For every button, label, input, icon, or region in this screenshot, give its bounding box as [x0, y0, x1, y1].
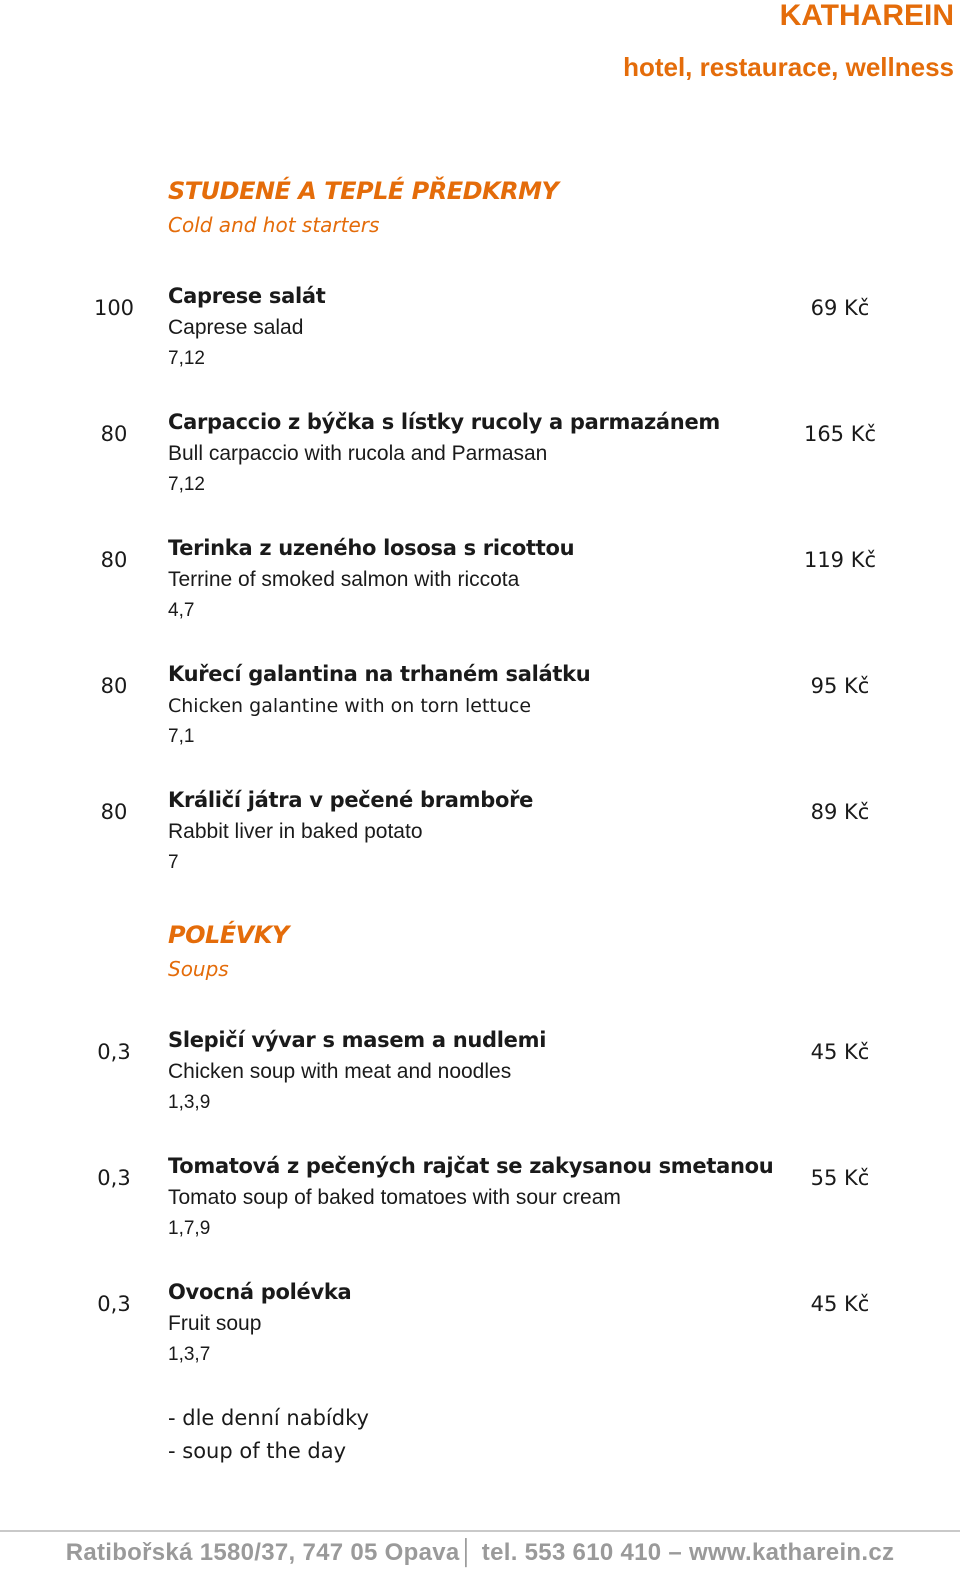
item-allergens: 7,12	[168, 348, 205, 369]
item-allergens: 1,3,9	[168, 1092, 211, 1113]
menu-item	[0, 1028, 960, 1138]
item-name-cz: Slepičí vývar s masem a nudlemi	[168, 1028, 547, 1052]
item-description	[168, 1278, 351, 1368]
brand-name: KATHAREIN	[779, 0, 954, 32]
item-price: 89 Kč	[810, 800, 870, 824]
item-price: 45 Kč	[810, 1292, 870, 1316]
section-heading	[168, 176, 558, 238]
item-price: 55 Kč	[810, 1166, 870, 1190]
item-allergens: 7	[168, 852, 179, 873]
item-description	[168, 408, 720, 498]
item-quantity: 0,3	[97, 1292, 131, 1316]
menu-item	[0, 1154, 960, 1264]
item-name-en: Caprese salad	[168, 316, 304, 339]
section-heading	[168, 920, 289, 982]
item-name-cz: Carpaccio z býčka s lístky rucoly a parmazánem	[168, 410, 720, 434]
item-name-cz: Ovocná polévka	[168, 1280, 352, 1304]
item-name-en: Chicken galantine with on torn lettuce	[168, 695, 532, 717]
section-subtitle: Soups	[168, 957, 229, 981]
item-allergens: 4,7	[168, 600, 195, 621]
brand-header	[623, 0, 954, 82]
brand-tagline: hotel, restaurace, wellness	[623, 52, 954, 82]
item-quantity: 80	[100, 674, 128, 698]
item-allergens: 1,3,7	[168, 1344, 211, 1365]
item-name-en: Terrine of smoked salmon with riccota	[168, 568, 520, 591]
item-description	[168, 660, 590, 750]
item-name-cz: Tomatová z pečených rajčat se zakysanou smetanou	[168, 1154, 774, 1178]
item-name-en: Chicken soup with meat and noodles	[168, 1060, 512, 1083]
footer-contact: Ratibořská 1580/37, 747 05 Opava│ tel. 553 610 410 – www.katharein.cz	[65, 1539, 895, 1566]
item-name-cz: Caprese salát	[168, 284, 326, 308]
section-subtitle: Cold and hot starters	[168, 213, 380, 237]
item-description	[168, 534, 574, 624]
section-title: STUDENÉ A TEPLÉ PŘEDKRMY	[168, 177, 559, 205]
item-price: 165 Kč	[803, 422, 877, 446]
item-quantity: 0,3	[97, 1040, 131, 1064]
item-quantity: 80	[100, 800, 128, 824]
section-title: POLÉVKY	[168, 921, 289, 949]
menu-item	[0, 788, 960, 898]
note-line-en: - soup of the day	[168, 1439, 347, 1463]
item-name-cz: Kuřecí galantina na trhaném salátku	[168, 662, 591, 686]
note-line-cz: - dle denní nabídky	[168, 1406, 369, 1430]
item-quantity: 0,3	[97, 1166, 131, 1190]
item-name-en: Bull carpaccio with rucola and Parmasan	[168, 442, 548, 465]
menu-item	[0, 284, 960, 394]
soup-of-the-day-note	[168, 1402, 369, 1468]
item-allergens: 7,1	[168, 726, 195, 747]
menu-item	[0, 1280, 960, 1390]
item-name-en: Rabbit liver in baked potato	[168, 820, 423, 843]
footer-divider	[0, 1530, 960, 1532]
menu-item	[0, 662, 960, 772]
item-description	[168, 1152, 773, 1242]
item-quantity: 100	[93, 296, 135, 320]
item-name-en: Tomato soup of baked tomatoes with sour cream	[168, 1186, 621, 1209]
item-name-en: Fruit soup	[168, 1312, 262, 1335]
menu-item	[0, 410, 960, 520]
item-description	[168, 282, 325, 372]
item-name-cz: Králičí játra v pečené bramboře	[168, 788, 534, 812]
item-description	[168, 786, 533, 876]
item-allergens: 1,7,9	[168, 1218, 211, 1239]
item-description	[168, 1026, 546, 1116]
item-price: 69 Kč	[810, 296, 870, 320]
item-allergens: 7,12	[168, 474, 205, 495]
item-price: 95 Kč	[810, 674, 870, 698]
item-quantity: 80	[100, 548, 128, 572]
item-quantity: 80	[100, 422, 128, 446]
item-price: 45 Kč	[810, 1040, 870, 1064]
item-price: 119 Kč	[803, 548, 877, 572]
menu-item	[0, 536, 960, 646]
item-name-cz: Terinka z uzeného lososa s ricottou	[168, 536, 575, 560]
